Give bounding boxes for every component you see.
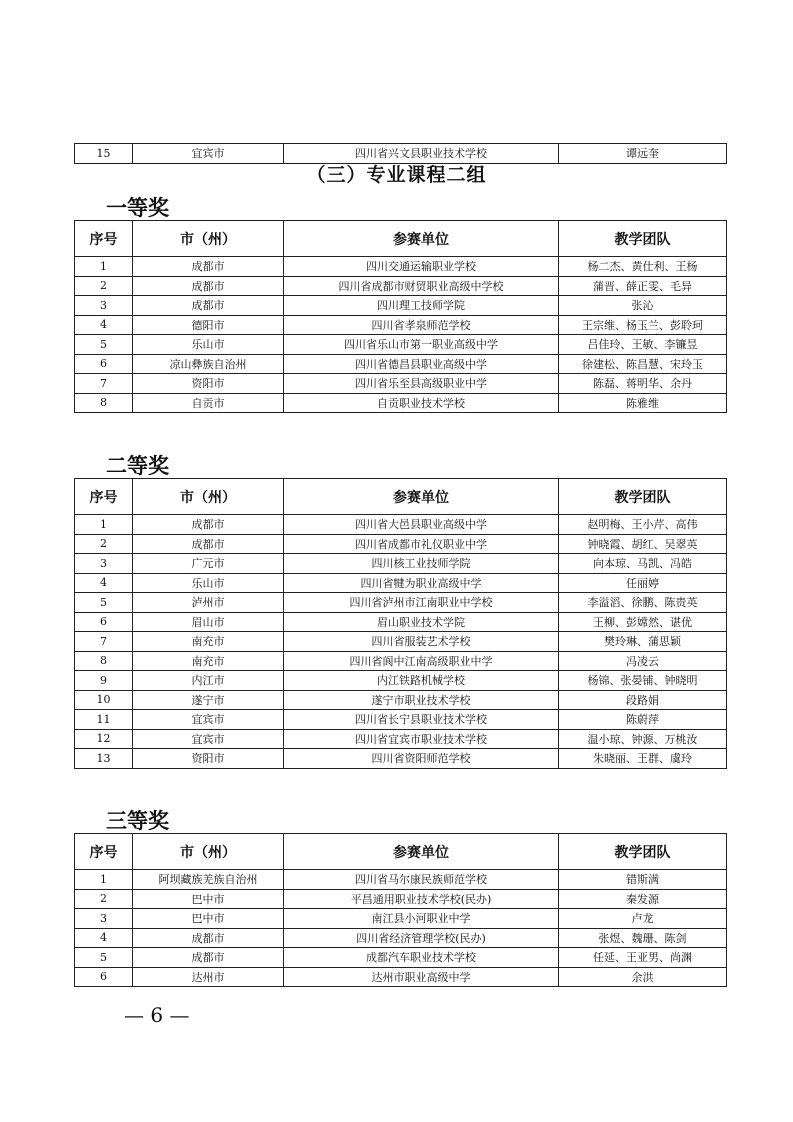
header-city: 市（州） — [133, 479, 284, 515]
cell-city: 乐山市 — [133, 573, 284, 593]
table-row — [75, 315, 727, 335]
cell-no: 5 — [75, 593, 133, 613]
cell-unit: 四川省服装艺术学校 — [284, 632, 559, 652]
table-row — [75, 671, 727, 691]
cell-city: 成都市 — [133, 257, 284, 277]
cell-team: 王柳、彭嫦然、谌优 — [559, 612, 727, 632]
cell-no: 9 — [75, 671, 133, 691]
header-no: 序号 — [75, 479, 133, 515]
cell-team: 段路娟 — [559, 690, 727, 710]
cell-city: 广元市 — [133, 554, 284, 574]
table-header-row — [75, 221, 727, 257]
table-row — [75, 870, 727, 890]
header-team: 教学团队 — [559, 479, 727, 515]
cell-unit: 四川省德昌县职业高级中学 — [284, 354, 559, 374]
cell-unit: 四川省经济管理学校(民办) — [284, 928, 559, 948]
cell-unit: 成都汽车职业技术学校 — [284, 948, 559, 968]
cell-team: 钟晓霞、胡红、吴翠英 — [559, 534, 727, 554]
table-row — [75, 335, 727, 355]
cell-city: 巴中市 — [133, 889, 284, 909]
cell-no: 8 — [75, 393, 133, 413]
cell-city: 南充市 — [133, 632, 284, 652]
cell-no: 7 — [75, 632, 133, 652]
cell-no: 4 — [75, 928, 133, 948]
table-row — [75, 889, 727, 909]
cell-city: 宜宾市 — [133, 710, 284, 730]
cell-team: 吕佳玲、王敏、李镰昱 — [559, 335, 727, 355]
cell-unit: 内江铁路机械学校 — [284, 671, 559, 691]
cell-no: 6 — [75, 612, 133, 632]
cell-unit: 四川交通运输职业学校 — [284, 257, 559, 277]
cell-unit: 遂宁市职业技术学校 — [284, 690, 559, 710]
cell-no: 3 — [75, 909, 133, 929]
cell-team: 杨锦、张晏铺、钟晓明 — [559, 671, 727, 691]
first-prize-title: 一等奖 — [106, 195, 169, 220]
table-row — [75, 573, 727, 593]
cell-no: 1 — [75, 870, 133, 890]
table-row — [75, 257, 727, 277]
cell-city: 巴中市 — [133, 909, 284, 929]
cell-unit: 四川省长宁县职业技术学校 — [284, 710, 559, 730]
cell-unit: 四川省成都市财贸职业高级中学校 — [284, 276, 559, 296]
cell-city: 泸州市 — [133, 593, 284, 613]
cell-unit: 四川省马尔康民族师范学校 — [284, 870, 559, 890]
cell-no: 4 — [75, 315, 133, 335]
section-title: （三）专业课程二组 — [306, 164, 487, 186]
cell-city: 成都市 — [133, 276, 284, 296]
cell-unit: 四川省成都市礼仪职业中学 — [284, 534, 559, 554]
table-row — [75, 374, 727, 394]
cell-unit: 四川省兴文县职业技术学校 — [284, 144, 559, 164]
cell-unit: 四川省泸州市江南职业中学校 — [284, 593, 559, 613]
cell-city: 自贡市 — [133, 393, 284, 413]
cell-city: 德阳市 — [133, 315, 284, 335]
table-row — [75, 948, 727, 968]
page-number: — 6 — — [124, 1003, 190, 1027]
cell-unit: 达州市职业高级中学 — [284, 967, 559, 987]
cell-city: 阿坝藏族羌族自治州 — [133, 870, 284, 890]
cell-team: 杨二杰、黄仕利、王杨 — [559, 257, 727, 277]
table-header-row — [75, 834, 727, 870]
cell-team: 张煜、魏珊、陈剑 — [559, 928, 727, 948]
header-team: 教学团队 — [559, 221, 727, 257]
table-row — [75, 534, 727, 554]
cell-city: 宜宾市 — [133, 144, 284, 164]
third-prize-title: 三等奖 — [106, 808, 169, 833]
header-unit: 参赛单位 — [284, 479, 559, 515]
cell-unit: 自贡职业技术学校 — [284, 393, 559, 413]
cell-city: 成都市 — [133, 928, 284, 948]
cell-team: 温小琼、钟源、万桃汝 — [559, 729, 727, 749]
cell-city: 资阳市 — [133, 749, 284, 769]
table-row — [75, 554, 727, 574]
cell-team: 错斯满 — [559, 870, 727, 890]
cell-no: 15 — [75, 144, 133, 164]
cell-team: 向本琼、马凯、冯皓 — [559, 554, 727, 574]
cell-unit: 四川省孝泉师范学校 — [284, 315, 559, 335]
table-row — [75, 690, 727, 710]
cell-no: 4 — [75, 573, 133, 593]
cell-no: 3 — [75, 296, 133, 316]
cell-team: 任丽婷 — [559, 573, 727, 593]
cell-team: 樊玲琳、蒲思颖 — [559, 632, 727, 652]
cell-team: 陈蔚萍 — [559, 710, 727, 730]
third-prize-table — [74, 833, 727, 987]
header-no: 序号 — [75, 834, 133, 870]
cell-team: 秦发源 — [559, 889, 727, 909]
cell-team: 王宗维、杨玉兰、彭聆珂 — [559, 315, 727, 335]
cell-no: 12 — [75, 729, 133, 749]
table-row — [75, 296, 727, 316]
table-row — [75, 651, 727, 671]
table-row — [75, 729, 727, 749]
table-row — [75, 909, 727, 929]
cell-no: 10 — [75, 690, 133, 710]
header-city: 市（州） — [133, 834, 284, 870]
table-row — [75, 749, 727, 769]
cell-no: 2 — [75, 534, 133, 554]
cell-unit: 四川省乐至县高级职业中学 — [284, 374, 559, 394]
header-unit: 参赛单位 — [284, 834, 559, 870]
cell-no: 5 — [75, 948, 133, 968]
header-team: 教学团队 — [559, 834, 727, 870]
cell-team: 冯凌云 — [559, 651, 727, 671]
cell-team: 蒲晋、薛正雯、毛异 — [559, 276, 727, 296]
table-row — [75, 967, 727, 987]
header-unit: 参赛单位 — [284, 221, 559, 257]
cell-no: 11 — [75, 710, 133, 730]
table-row — [75, 354, 727, 374]
cell-team: 谭远奎 — [559, 144, 727, 164]
table-row — [75, 393, 727, 413]
cell-unit: 四川省乐山市第一职业高级中学 — [284, 335, 559, 355]
cell-unit: 南江县小河职业中学 — [284, 909, 559, 929]
table-row — [75, 276, 727, 296]
cell-team: 朱晓丽、王群、虞玲 — [559, 749, 727, 769]
table-row — [75, 632, 727, 652]
table-row — [75, 612, 727, 632]
cell-city: 乐山市 — [133, 335, 284, 355]
cell-no: 6 — [75, 354, 133, 374]
cell-team: 陈磊、蒋明华、余丹 — [559, 374, 727, 394]
second-prize-table — [74, 478, 727, 769]
header-no: 序号 — [75, 221, 133, 257]
cell-team: 徐建松、陈昌慧、宋玲玉 — [559, 354, 727, 374]
header-city: 市（州） — [133, 221, 284, 257]
cell-city: 成都市 — [133, 296, 284, 316]
cell-no: 2 — [75, 276, 133, 296]
cell-team: 赵明梅、王小芹、高伟 — [559, 515, 727, 535]
cell-team: 任延、王亚男、尚渊 — [559, 948, 727, 968]
cell-team: 张沁 — [559, 296, 727, 316]
cell-no: 13 — [75, 749, 133, 769]
cell-city: 宜宾市 — [133, 729, 284, 749]
cell-city: 内江市 — [133, 671, 284, 691]
cell-team: 卢龙 — [559, 909, 727, 929]
table-row — [75, 593, 727, 613]
cell-team: 李溢滔、徐鹏、陈贵英 — [559, 593, 727, 613]
cell-city: 达州市 — [133, 967, 284, 987]
cell-unit: 四川省资阳师范学校 — [284, 749, 559, 769]
cell-city: 成都市 — [133, 534, 284, 554]
cell-no: 3 — [75, 554, 133, 574]
cell-no: 6 — [75, 967, 133, 987]
cell-team: 余洪 — [559, 967, 727, 987]
cell-unit: 四川理工技师学院 — [284, 296, 559, 316]
cell-no: 5 — [75, 335, 133, 355]
cell-unit: 四川省犍为职业高级中学 — [284, 573, 559, 593]
table-row — [75, 515, 727, 535]
table-row — [75, 710, 727, 730]
cell-unit: 眉山职业技术学院 — [284, 612, 559, 632]
cell-no: 1 — [75, 515, 133, 535]
cell-city: 成都市 — [133, 515, 284, 535]
cell-no: 2 — [75, 889, 133, 909]
cell-no: 8 — [75, 651, 133, 671]
cell-unit: 四川省大邑县职业高级中学 — [284, 515, 559, 535]
cell-no: 7 — [75, 374, 133, 394]
table-header-row — [75, 479, 727, 515]
cell-city: 遂宁市 — [133, 690, 284, 710]
second-prize-title: 二等奖 — [106, 453, 169, 478]
cell-city: 眉山市 — [133, 612, 284, 632]
cell-unit: 平昌通用职业技术学校(民办) — [284, 889, 559, 909]
first-prize-table — [74, 220, 727, 413]
cell-unit: 四川省宜宾市职业技术学校 — [284, 729, 559, 749]
cell-team: 陈雅维 — [559, 393, 727, 413]
cell-city: 凉山彝族自治州 — [133, 354, 284, 374]
cell-city: 南充市 — [133, 651, 284, 671]
cell-no: 1 — [75, 257, 133, 277]
cell-unit: 四川核工业技师学院 — [284, 554, 559, 574]
cell-city: 成都市 — [133, 948, 284, 968]
cell-city: 资阳市 — [133, 374, 284, 394]
cell-unit: 四川省阆中江南高级职业中学 — [284, 651, 559, 671]
table-row — [75, 928, 727, 948]
